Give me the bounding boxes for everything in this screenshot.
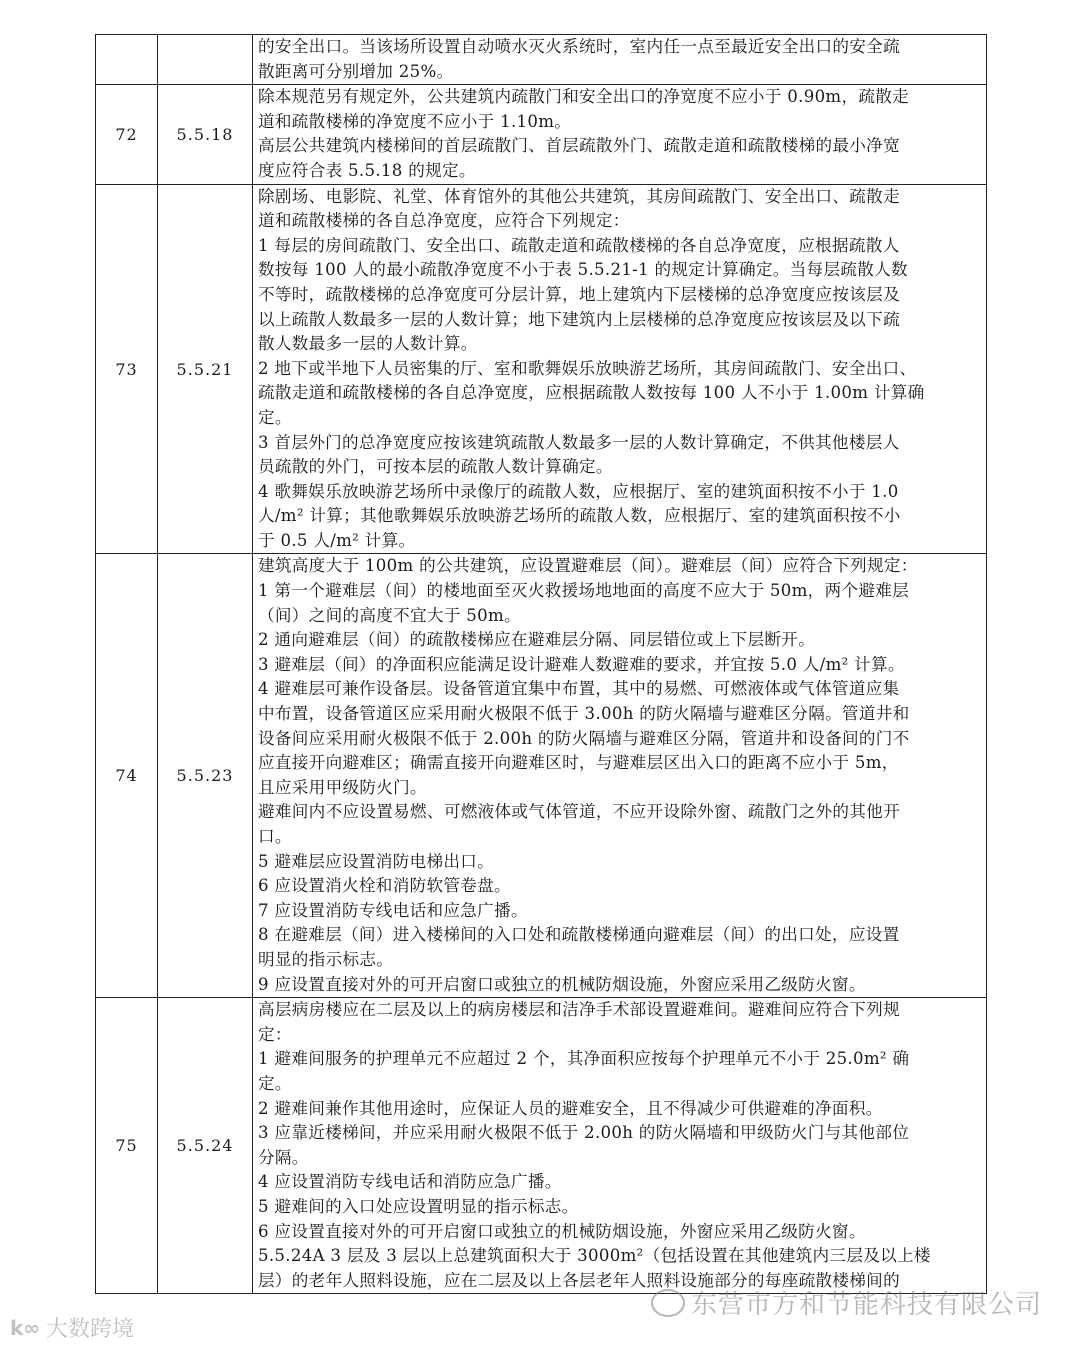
text-line: 道和疏散楼梯的净宽度不应小于 1.10m。 [258,111,572,131]
text-line: 6 应设置消火栓和消防软管卷盘。 [258,876,511,896]
text-line: 6 应设置直接对外的可开启窗口或独立的机械防烟设施，外窗应采用乙级防火窗。 [258,1221,866,1241]
text-line: 4 歌舞娱乐放映游艺场所中录像厅的疏散人数，应根据厅、室的建筑面积按不小于 1.0 [258,481,899,501]
text-line: 除剧场、电影院、礼堂、体育馆外的其他公共建筑，其房间疏散门、安全出口、疏散走 [258,186,900,206]
brand-watermark-text: 大数跨境 [45,1317,134,1342]
item-number: 74 [96,554,158,998]
text-line: 2 地下或半地下人员密集的厅、室和歌舞娱乐放映游艺场所，其房间疏散门、安全出口、 [258,358,917,378]
text-line: （间）之间的高度不宜大于 50m。 [258,605,521,625]
text-line: 1 每层的房间疏散门、安全出口、疏散走道和疏散楼梯的各自总净宽度，应根据疏散人 [258,235,900,255]
text-line: 散人数最多一层的人数计算。 [258,334,478,354]
text-line: 设备间应采用耐火极限不低于 2.00h 的防火隔墙与避难区分隔，管道井和设备间的门不 [258,728,910,748]
company-watermark-text: 东营市方和节能科技有限公司 [690,1290,1042,1320]
text-line: 员疏散的外门，可按本层的疏散人数计算确定。 [258,457,613,477]
text-line: 人/m² 计算；其他歌舞娱乐放映游艺场所的疏散人数，应根据厅、室的建筑面积按不小 [258,506,901,526]
text-line: 中布置，设备管道区应采用耐火极限不低于 3.00h 的防火隔墙与避难区分隔。管道井和 [258,704,910,724]
text-line: 3 应靠近楼梯间，并应采用耐火极限不低于 2.00h 的防火隔墙和甲级防火门与其他部位 [258,1123,910,1143]
text-line: 9 应设置直接对外的可开启窗口或独立的机械防烟设施，外窗应采用乙级防火窗。 [258,974,866,994]
text-line: 分隔。 [258,1147,309,1167]
text-line: 应直接开向避难区；确需直接开向避难区时，与避难层区出入口的距离不应小于 5m， [258,753,899,773]
text-line: 5 避难间的入口处应设置明显的指示标志。 [258,1196,579,1216]
clause-number: 5.5.23 [158,554,253,998]
text-line: 且应采用甲级防火门。 [258,777,427,797]
text-line: 4 应设置消防专线电话和消防应急广播。 [258,1172,562,1192]
text-line: 建筑高度大于 100m 的公共建筑，应设置避难层（间）。避难层（间）应符合下列规定： [258,556,918,576]
table-row [96,554,987,998]
text-line: 4 避难层可兼作设备层。设备管道宜集中布置，其中的易燃、可燃液体或气体管道应集 [258,679,900,699]
text-line: 道和疏散楼梯的各自总净宽度，应符合下列规定： [258,211,630,231]
clause-number: 5.5.24 [158,998,253,1294]
text-line: 疏散走道和疏散楼梯的各自总净宽度，应根据疏散人数按每 100 人不小于 1.00m 计算确 [258,383,925,403]
text-line: 5.5.24A 3 层及 3 层以上总建筑面积大于 3000m²（包括设置在其他建筑内三层及以上楼 [258,1246,931,1266]
table-row [96,998,987,1294]
text-line: 的安全出口。当该场所设置自动喷水灭火系统时，室内任一点至最近安全出口的安全疏 [258,37,900,56]
brand-logo-icon: k∞ [10,1315,40,1340]
text-line: 避难间内不应设置易燃、可燃液体或气体管道，不应开设除外窗、疏散门之外的其他开 [258,802,900,822]
company-watermark [651,1284,1042,1321]
clause-text [253,554,987,998]
text-line: 定。 [258,1073,292,1093]
clause-text [253,184,987,554]
text-line: 定。 [258,407,292,427]
clause-text [253,998,987,1294]
item-number [96,35,158,85]
text-line: 8 在避难层（间）进入楼梯间的入口处和疏散楼梯通向避难层（间）的出口处，应设置 [258,925,900,945]
table-row [96,35,987,85]
code-clause-table [95,34,987,1294]
clause-text [253,85,987,184]
text-line: 3 首层外门的总净宽度应按该建筑疏散人数最多一层的人数计算确定，不供其他楼层人 [258,432,900,452]
clause-text [253,35,987,85]
text-line: 度应符合表 5.5.18 的规定。 [258,160,476,180]
text-line: 口。 [258,827,292,846]
text-line: 2 通向避难层（间）的疏散楼梯应在避难层分隔、同层错位或上下层断开。 [258,630,816,650]
text-line: 5 避难层应设置消防电梯出口。 [258,851,495,871]
wechat-icon [651,1289,685,1317]
text-line: 定： [258,1024,292,1044]
clause-number: 5.5.18 [158,85,253,184]
table-row [96,184,987,554]
clause-number: 5.5.21 [158,184,253,554]
text-line: 高层公共建筑内楼梯间的首层疏散门、首层疏散外门、疏散走道和疏散楼梯的最小净宽 [258,136,900,156]
clause-number [158,35,253,85]
text-line: 散距离可分别增加 25%。 [258,61,454,81]
text-line: 明显的指示标志。 [258,949,394,969]
item-number: 75 [96,998,158,1294]
text-line: 3 避难层（间）的净面积应能满足设计避难人数避难的要求，并宜按 5.0 人/m² 计算。 [258,654,905,674]
brand-watermark [10,1312,134,1343]
table-row [96,85,987,184]
text-line: 1 避难间服务的护理单元不应超过 2 个，其净面积应按每个护理单元不小于 25.0m² 确 [258,1049,910,1069]
item-number: 72 [96,85,158,184]
item-number: 73 [96,184,158,554]
text-line: 层）的老年人照料设施，应在二层及以上各层老年人照料设施部分的每座疏散楼梯间的 [258,1270,900,1290]
text-line: 高层病房楼应在二层及以上的病房楼层和洁净手术部设置避难间。避难间应符合下列规 [258,1000,900,1020]
text-line: 数按每 100 人的最小疏散净宽度不小于表 5.5.21-1 的规定计算确定。当每层疏散人数 [258,260,908,280]
text-line: 以上疏散人数最多一层的人数计算；地下建筑内上层楼梯的总净宽度应按该层及以下疏 [258,309,900,329]
text-line: 1 第一个避难层（间）的楼地面至灭火救援场地地面的高度不应大于 50m，两个避难层 [258,581,910,601]
text-line: 7 应设置消防专线电话和应急广播。 [258,900,528,920]
text-line: 不等时，疏散楼梯的总净宽度可分层计算，地上建筑内下层楼梯的总净宽度应按该层及 [258,284,900,304]
text-line: 于 0.5 人/m² 计算。 [258,530,416,550]
text-line: 除本规范另有规定外，公共建筑内疏散门和安全出口的净宽度不应小于 0.90m，疏散走 [258,87,910,107]
text-line: 2 避难间兼作其他用途时，应保证人员的避难安全，且不得减少可供避难的净面积。 [258,1098,883,1118]
